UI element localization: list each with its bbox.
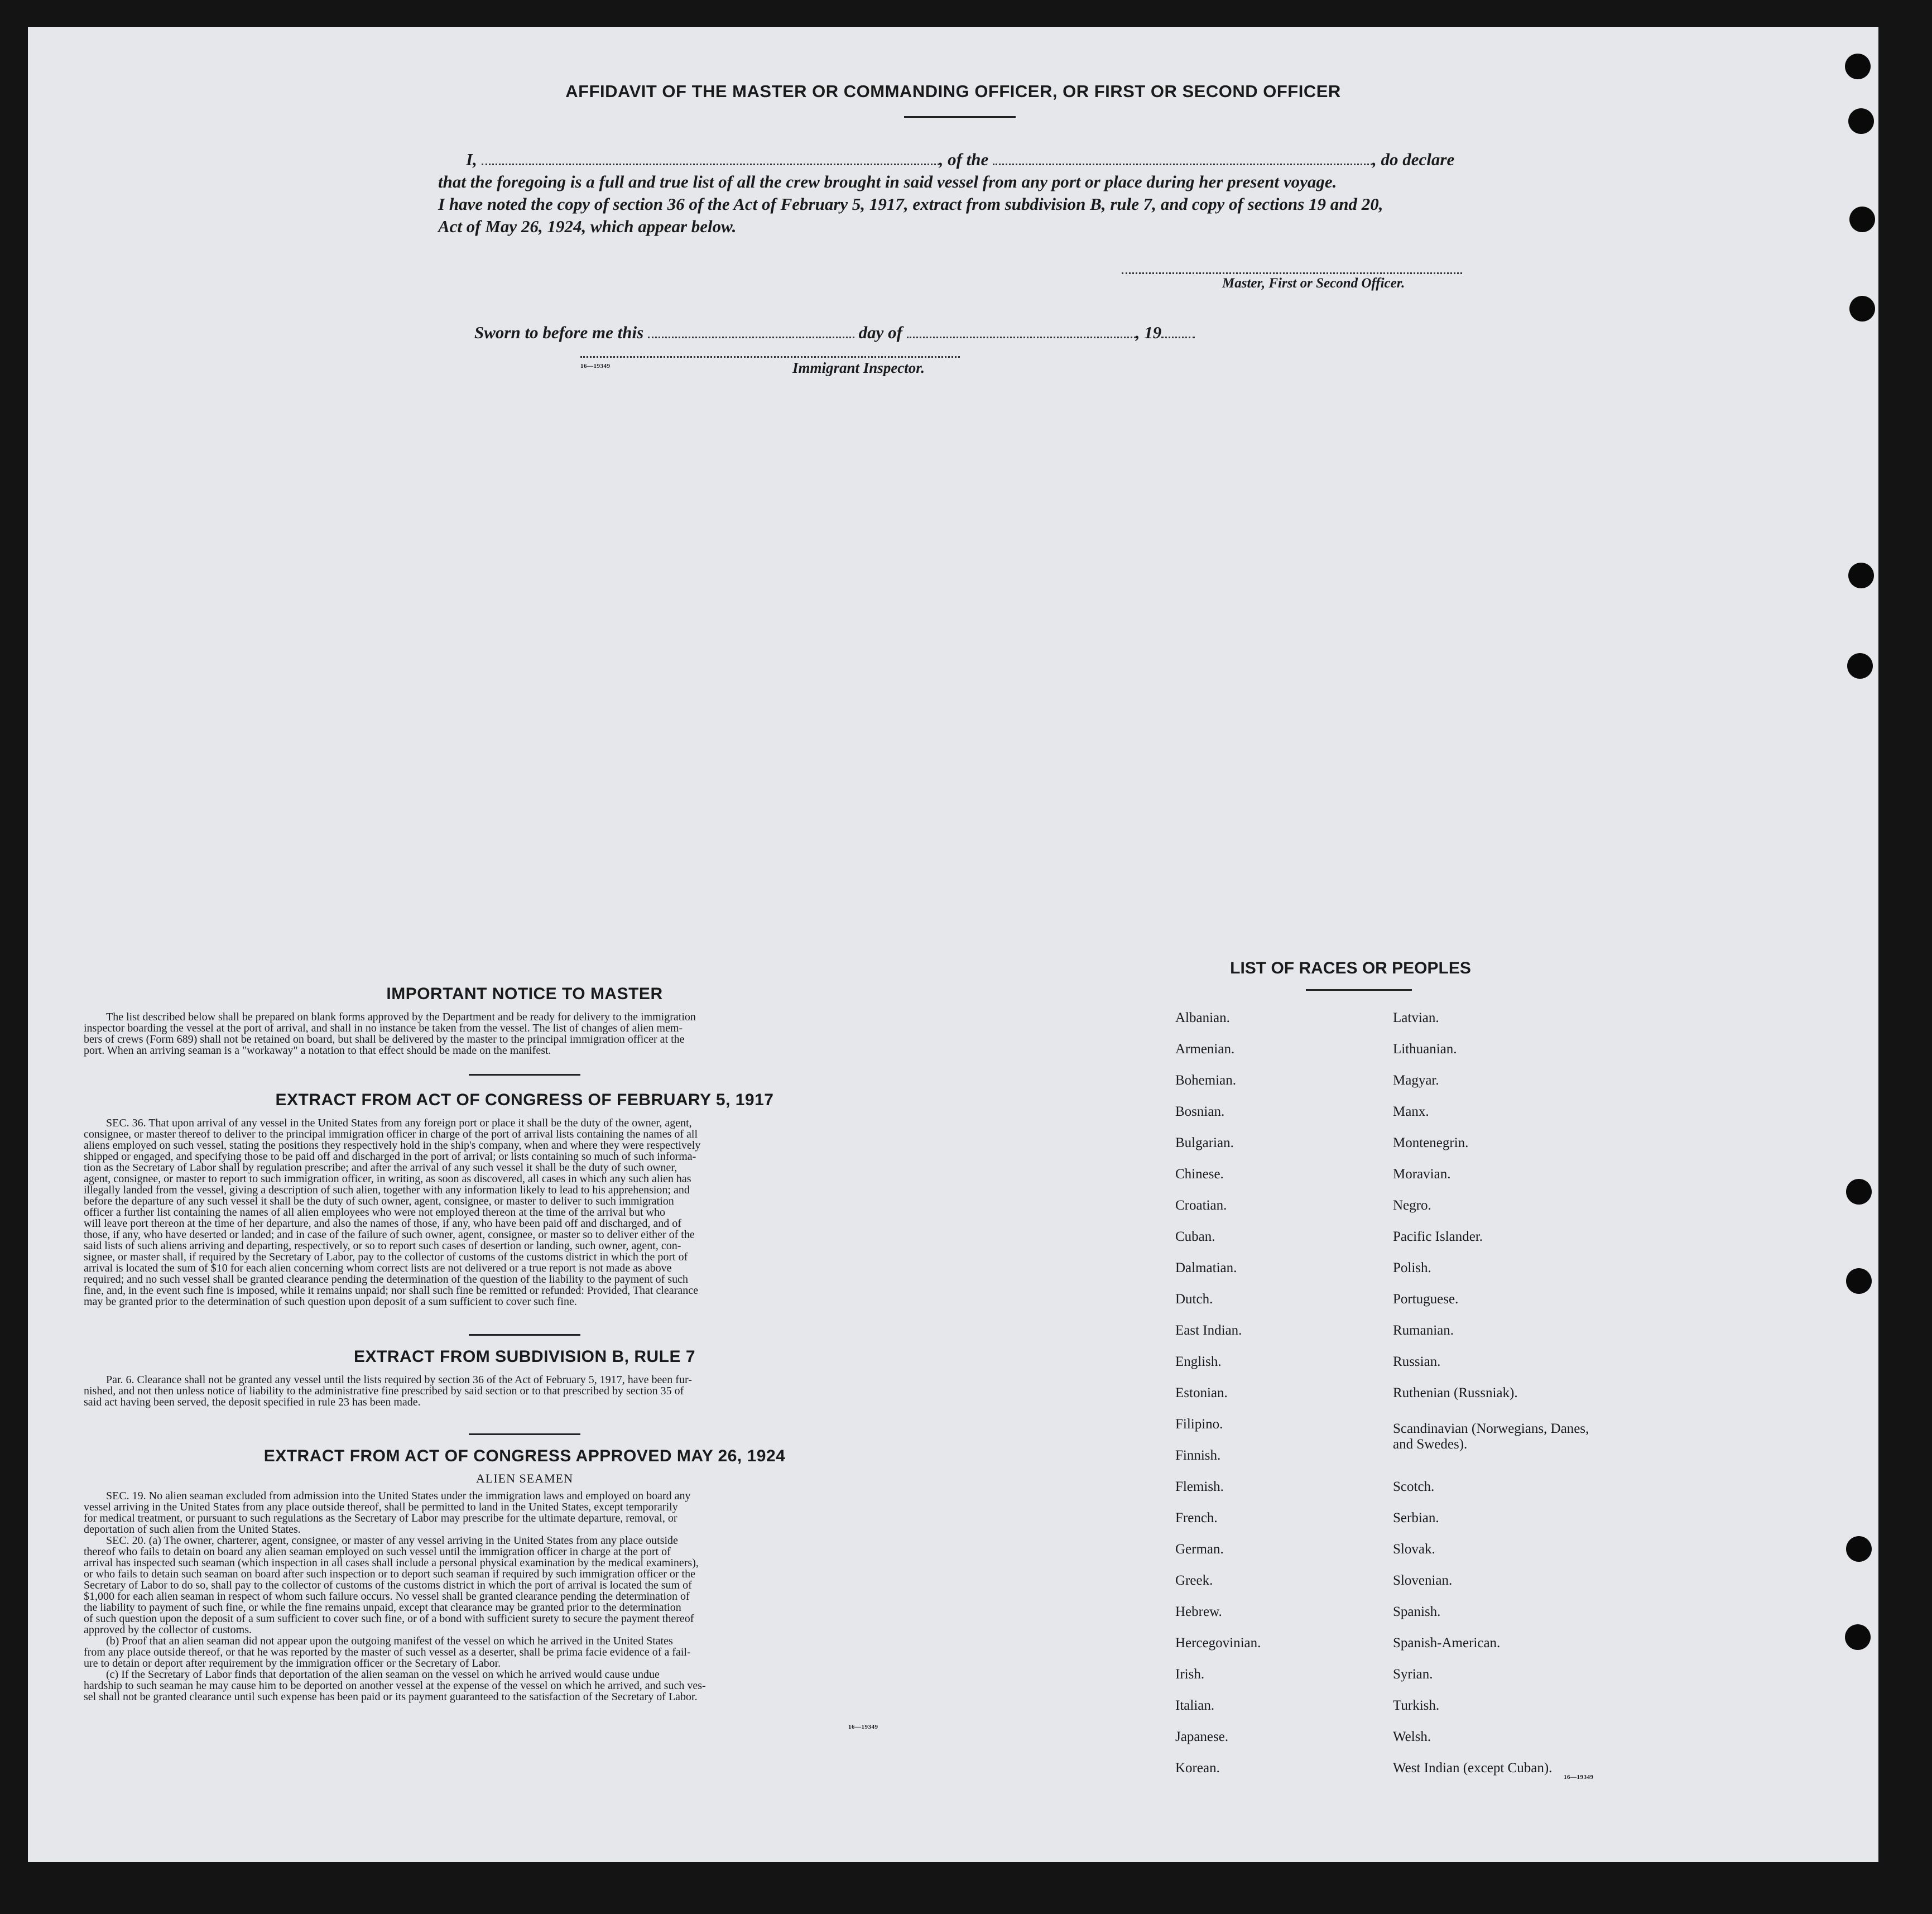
race-item: English. xyxy=(1175,1354,1222,1369)
affidavit-declaration xyxy=(438,148,1521,238)
extract-form-number: 16—19349 xyxy=(848,1724,878,1730)
race-item: Hercegovinian. xyxy=(1175,1635,1261,1651)
race-item: Moravian. xyxy=(1393,1167,1451,1182)
race-item: Flemish. xyxy=(1175,1479,1224,1494)
punch-hole xyxy=(1845,54,1871,79)
race-item: Dalmatian. xyxy=(1175,1260,1237,1275)
officer-signature-line xyxy=(1122,272,1462,274)
punch-hole xyxy=(1848,563,1874,588)
race-item: Welsh. xyxy=(1393,1729,1431,1744)
race-item: Bulgarian. xyxy=(1175,1135,1234,1150)
race-item: Portuguese. xyxy=(1393,1292,1459,1307)
race-item: Irish. xyxy=(1175,1667,1205,1682)
extract-1917-title: EXTRACT FROM ACT OF CONGRESS OF FEBRUARY 5, 1917 xyxy=(275,1091,774,1109)
race-item: Negro. xyxy=(1393,1198,1431,1213)
race-item: German. xyxy=(1175,1542,1224,1557)
race-item: Korean. xyxy=(1175,1761,1220,1776)
race-item: Bohemian. xyxy=(1175,1073,1237,1088)
race-item: Slovenian. xyxy=(1393,1573,1453,1588)
extract-1917-divider xyxy=(469,1334,580,1336)
inspector-label: Immigrant Inspector. xyxy=(792,359,925,376)
alien-seamen-subtitle: ALIEN SEAMEN xyxy=(476,1471,573,1485)
races-divider xyxy=(1306,989,1412,991)
title-divider xyxy=(904,116,1016,118)
punch-hole xyxy=(1847,653,1873,679)
race-item: Italian. xyxy=(1175,1698,1215,1713)
extract-1924-title: EXTRACT FROM ACT OF CONGRESS APPROVED MAY 26, 1924 xyxy=(263,1447,786,1465)
race-item: French. xyxy=(1175,1510,1218,1526)
punch-hole xyxy=(1846,1179,1872,1205)
race-item: Bosnian. xyxy=(1175,1104,1225,1119)
race-item: Scandinavian (Norwegians, Danes, and Swedes). xyxy=(1393,1421,1589,1452)
declaration-line-1: I, , of the , do declare xyxy=(466,150,1455,169)
extract-1917-body: SEC. 36. That upon arrival of any vessel in the United States from any foreign port or place it shall be the duty of the owner, agent, consignee, or master thereof to deliver to the principal immigration officer in charge of the port of arrival lists containing the names of all aliens employed on such vessel, stating the positions they respectively hold in the ship's company, when and where they were respectively shipped or engaged, and specifying those to be paid off and discharged in the port of arrival; or lists containing so much of such informa- tion as the Secretary of Labor shall by regulation prescribe; and after the arrival of any such vessel it shall be the duty of such owner, agent, consignee, or master to report to such immigration officer, in writing, as soon as discovered, all cases in which any such alien has illegally landed from the vessel, giving a description of such alien, together with any information likely to lead to his apprehension; and before the departure of any such vessel it shall be the duty of such owner, agent, consignee, or master to deliver to such immigration officer a further list containing the names of all alien employees who were not employed thereon at the time of the arrival but who will leave port thereon at the time of her departure, and also the names of those, if any, who have been paid off and discharged, and of those, if any, who have deserted or landed; and in case of the failure of such owner, agent, consignee, or master so to deliver either of the said lists of such aliens arriving and departing, respectively, or so to report such cases of desertion or landing, such owner, agent, con- signee, or master shall, if required by the Secretary of Labor, pay to the collector of customs of the customs district in which the port of arrival is located the sum of $10 for each alien concerning whom correct lists are not delivered or a true report is not made as above required; and no such vessel shall be granted clearance pending the determination of the question of the liability to the payment of such fine, and, in the event such fine is imposed, while it remains unpaid; nor shall such fine be remitted or refunded: Provided, That clearance may be granted prior to the determination of such question upon deposit of a sum sufficient to cover such fine. xyxy=(84,1117,701,1308)
race-item: Russian. xyxy=(1393,1354,1441,1369)
race-item: Serbian. xyxy=(1393,1510,1439,1526)
declaration-line-4: Act of May 26, 1924, which appear below. xyxy=(438,217,737,236)
rule-7-divider xyxy=(469,1433,580,1435)
race-item: East Indian. xyxy=(1175,1323,1242,1338)
race-item: Rumanian. xyxy=(1393,1323,1454,1338)
race-item: Turkish. xyxy=(1393,1698,1440,1713)
race-item: Chinese. xyxy=(1175,1167,1224,1182)
race-item: Spanish. xyxy=(1393,1604,1441,1619)
rule-7-body: Par. 6. Clearance shall not be granted any vessel until the lists required by section 36 of the Act of February 5, 1917, have been fur- nished, and not then unless notice of liability to the administrative fine prescribed by said section or to that prescribed by section 35 of said act having been served, the deposit specified in rule 23 has been made. xyxy=(84,1374,692,1408)
race-item: Greek. xyxy=(1175,1573,1213,1588)
inspector-signature-line xyxy=(580,356,960,358)
name-blank xyxy=(482,150,939,165)
race-item: Slovak. xyxy=(1393,1542,1435,1557)
notice-divider xyxy=(469,1074,580,1076)
vessel-blank xyxy=(993,150,1372,165)
race-item: Magyar. xyxy=(1393,1073,1439,1088)
punch-hole xyxy=(1849,207,1875,232)
races-form-number: 16—19349 xyxy=(1564,1774,1594,1781)
declaration-line-2: that the foregoing is a full and true list of all the crew brought in said vessel from any port or place during her present voyage. xyxy=(438,172,1337,191)
document-page xyxy=(28,27,1878,1862)
race-item: Latvian. xyxy=(1393,1010,1439,1025)
notice-body: The list described below shall be prepared on blank forms approved by the Department and be ready for delivery to the immigration inspector boarding the vessel at the port of arrival, and shall in no instance be taken from the vessel. The list of changes of alien mem- bers of crews (Form 689) shall not be retained on board, but shall be delivered by the master to the principal immigration officer at the port. When an arriving seaman is a "workaway" a notation to that effect should be made on the manifest. xyxy=(84,1011,696,1057)
affidavit-title: AFFIDAVIT OF THE MASTER OR COMMANDING OFFICER, OR FIRST OR SECOND OFFICER xyxy=(565,81,1341,101)
punch-hole xyxy=(1849,296,1875,322)
punch-hole xyxy=(1846,1268,1872,1294)
race-item: Polish. xyxy=(1393,1260,1431,1275)
race-item: Armenian. xyxy=(1175,1042,1235,1057)
race-item: Cuban. xyxy=(1175,1229,1215,1244)
race-item: Pacific Islander. xyxy=(1393,1229,1483,1244)
race-item: Manx. xyxy=(1393,1104,1429,1119)
races-title: LIST OF RACES OR PEOPLES xyxy=(1230,959,1471,977)
year-blank xyxy=(1161,323,1195,338)
race-item: Montenegrin. xyxy=(1393,1135,1469,1150)
punch-hole xyxy=(1848,108,1874,134)
race-item: Estonian. xyxy=(1175,1385,1228,1400)
race-item: Scotch. xyxy=(1393,1479,1435,1494)
punch-hole xyxy=(1846,1536,1872,1562)
race-item: Japanese. xyxy=(1175,1729,1229,1744)
punch-hole xyxy=(1845,1624,1871,1650)
declaration-line-3: I have noted the copy of section 36 of the Act of February 5, 1917, extract from subdivision B, rule 7, and copy of sections 19 and 20, xyxy=(438,194,1383,214)
race-item: Ruthenian (Russniak). xyxy=(1393,1385,1518,1400)
day-blank xyxy=(648,323,854,338)
race-item: West Indian (except Cuban). xyxy=(1393,1761,1553,1776)
notice-title: IMPORTANT NOTICE TO MASTER xyxy=(386,985,663,1003)
race-item: Lithuanian. xyxy=(1393,1042,1457,1057)
race-item: Syrian. xyxy=(1393,1667,1433,1682)
race-item: Albanian. xyxy=(1175,1010,1230,1025)
race-item: Spanish-American. xyxy=(1393,1635,1501,1651)
sworn-statement: Sworn to before me this day of , 19 xyxy=(474,323,1195,343)
race-item: Hebrew. xyxy=(1175,1604,1222,1619)
race-item: Dutch. xyxy=(1175,1292,1213,1307)
race-item: Croatian. xyxy=(1175,1198,1227,1213)
form-number: 16—19349 xyxy=(580,363,611,370)
race-item: Finnish. xyxy=(1175,1448,1221,1463)
rule-7-title: EXTRACT FROM SUBDIVISION B, RULE 7 xyxy=(353,1347,696,1366)
month-blank xyxy=(907,323,1136,338)
officer-signature-label: Master, First or Second Officer. xyxy=(1222,276,1405,291)
extract-1924-body: SEC. 19. No alien seaman excluded from admission into the United States under the immigration laws and employed on board any vessel arriving in the United States from any place outside thereof, shall be permitted to land in the United States, except temporarily for medical treatment, or pursuant to such regulations as the Secretary of Labor may prescribe for the ultimate departure, removal, or deportation of such alien from the United States. SEC. 20. (a) The owner, charterer, agent, consignee, or master of any vessel arriving in the United States from any place outside thereof who fails to detain on board any alien seaman employed on such vessel until the immigration officer in charge at the port of arrival has inspected such seaman (which inspection in all cases shall include a personal physical examination by the medical examiners), or who fails to detain such seaman on board after such inspection or to deport such seaman if required by such immigration officer or the Secretary of Labor to do so, shall pay to the collector of customs of the customs district in which the port of arrival is located the sum of $1,000 for each alien seaman in respect of whom such failure occurs. No vessel shall be granted clearance pending the determination of the liability to payment of such fine, or while the fine remains unpaid, except that clearance may be granted prior to the determination of such question upon the deposit of a sum sufficient to cover such fine, or of a bond with sufficient surety to secure the payment thereof approved by the collector of customs. (b) Proof that an alien seaman did not appear upon the outgoing manifest of the vessel on which he arrived in the United States from any place outside thereof, or that he was reported by the master of such vessel as a deserter, shall be prima facie evidence of a fail- ure to detain or deport after requirement by the immigration officer or the Secretary of Labor. (c) If the Secretary of Labor finds that deportation of the alien seaman on the vessel on which he arrived would cause undue hardship to such seaman he may cause him to be deported on another vessel at the expense of the vessel on which he arrived, and such ves- sel shall not be granted clearance until such expense has been paid or its payment guaranteed to the satisfaction of the Secretary of Labor. xyxy=(84,1490,706,1703)
race-item: Filipino. xyxy=(1175,1417,1223,1432)
